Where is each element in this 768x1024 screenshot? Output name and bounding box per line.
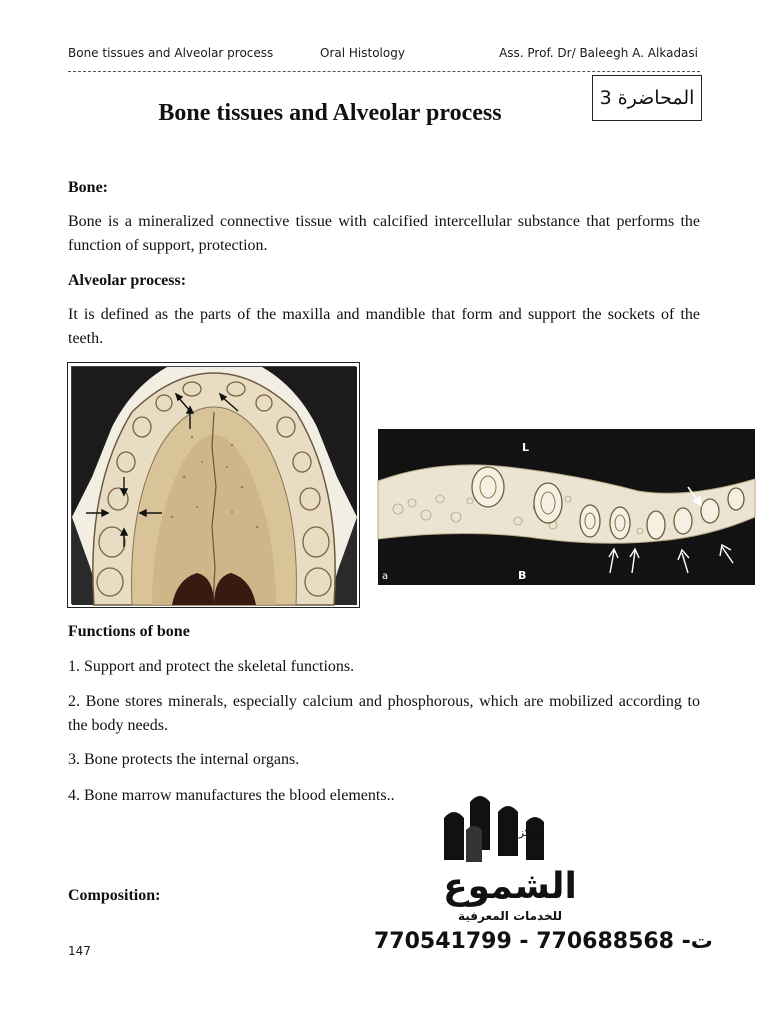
maxilla-photo: [71, 366, 356, 604]
page-number: 147: [68, 944, 91, 958]
watermark-name: الشموع: [443, 866, 577, 907]
bone-heading: Bone:: [68, 179, 108, 196]
function-item-1: 1. Support and protect the skeletal functions.: [68, 658, 355, 675]
publisher-watermark: [370, 790, 713, 960]
header-author: Ass. Prof. Dr/ Baleegh A. Alkadasi: [499, 46, 698, 60]
header-topic: Bone tissues and Alveolar process: [68, 46, 274, 60]
composition-heading: Composition:: [68, 887, 161, 904]
alveolar-definition: It is defined as the parts of the maxilla and mandible that form and support the sockets of the teeth.: [68, 306, 700, 347]
maxilla-illustration: [72, 367, 357, 605]
watermark-phones: 770541799 - 770688568 -ت: [374, 929, 713, 954]
function-item-2: 2. Bone stores minerals, especially calcium and phosphorous, which are mobilized according to the body needs.: [68, 693, 700, 734]
label-panel: a: [382, 571, 389, 582]
mandible-section-illustration: [378, 429, 755, 585]
lecture-number-label: المحاضرة 3: [599, 87, 695, 109]
function-item-4: 4. Bone marrow manufactures the blood elements..: [68, 787, 395, 804]
page-title: [68, 100, 700, 127]
label-lingual: L: [522, 441, 530, 454]
function-item-3: 3. Bone protects the internal organs.: [68, 751, 300, 768]
label-buccal: B: [518, 569, 527, 582]
bone-definition: Bone is a mineralized connective tissue with calcified intercellular substance that performs the function of support, protection.: [68, 213, 700, 254]
functions-heading: Functions of bone: [68, 623, 190, 640]
maxilla-photo-frame: [67, 362, 360, 608]
watermark-logo: [370, 790, 713, 960]
watermark-subtitle: للخدمات المعرفية: [457, 909, 563, 923]
watermark-mark-top: مركز: [518, 826, 542, 839]
header-divider: [68, 71, 700, 72]
header-course: Oral Histology: [320, 46, 405, 60]
mandible-section-photo: [378, 429, 755, 585]
alveolar-heading: Alveolar process:: [68, 272, 187, 289]
page-title-text: Bone tissues and Alveolar process: [158, 100, 502, 126]
running-header: [68, 46, 700, 64]
